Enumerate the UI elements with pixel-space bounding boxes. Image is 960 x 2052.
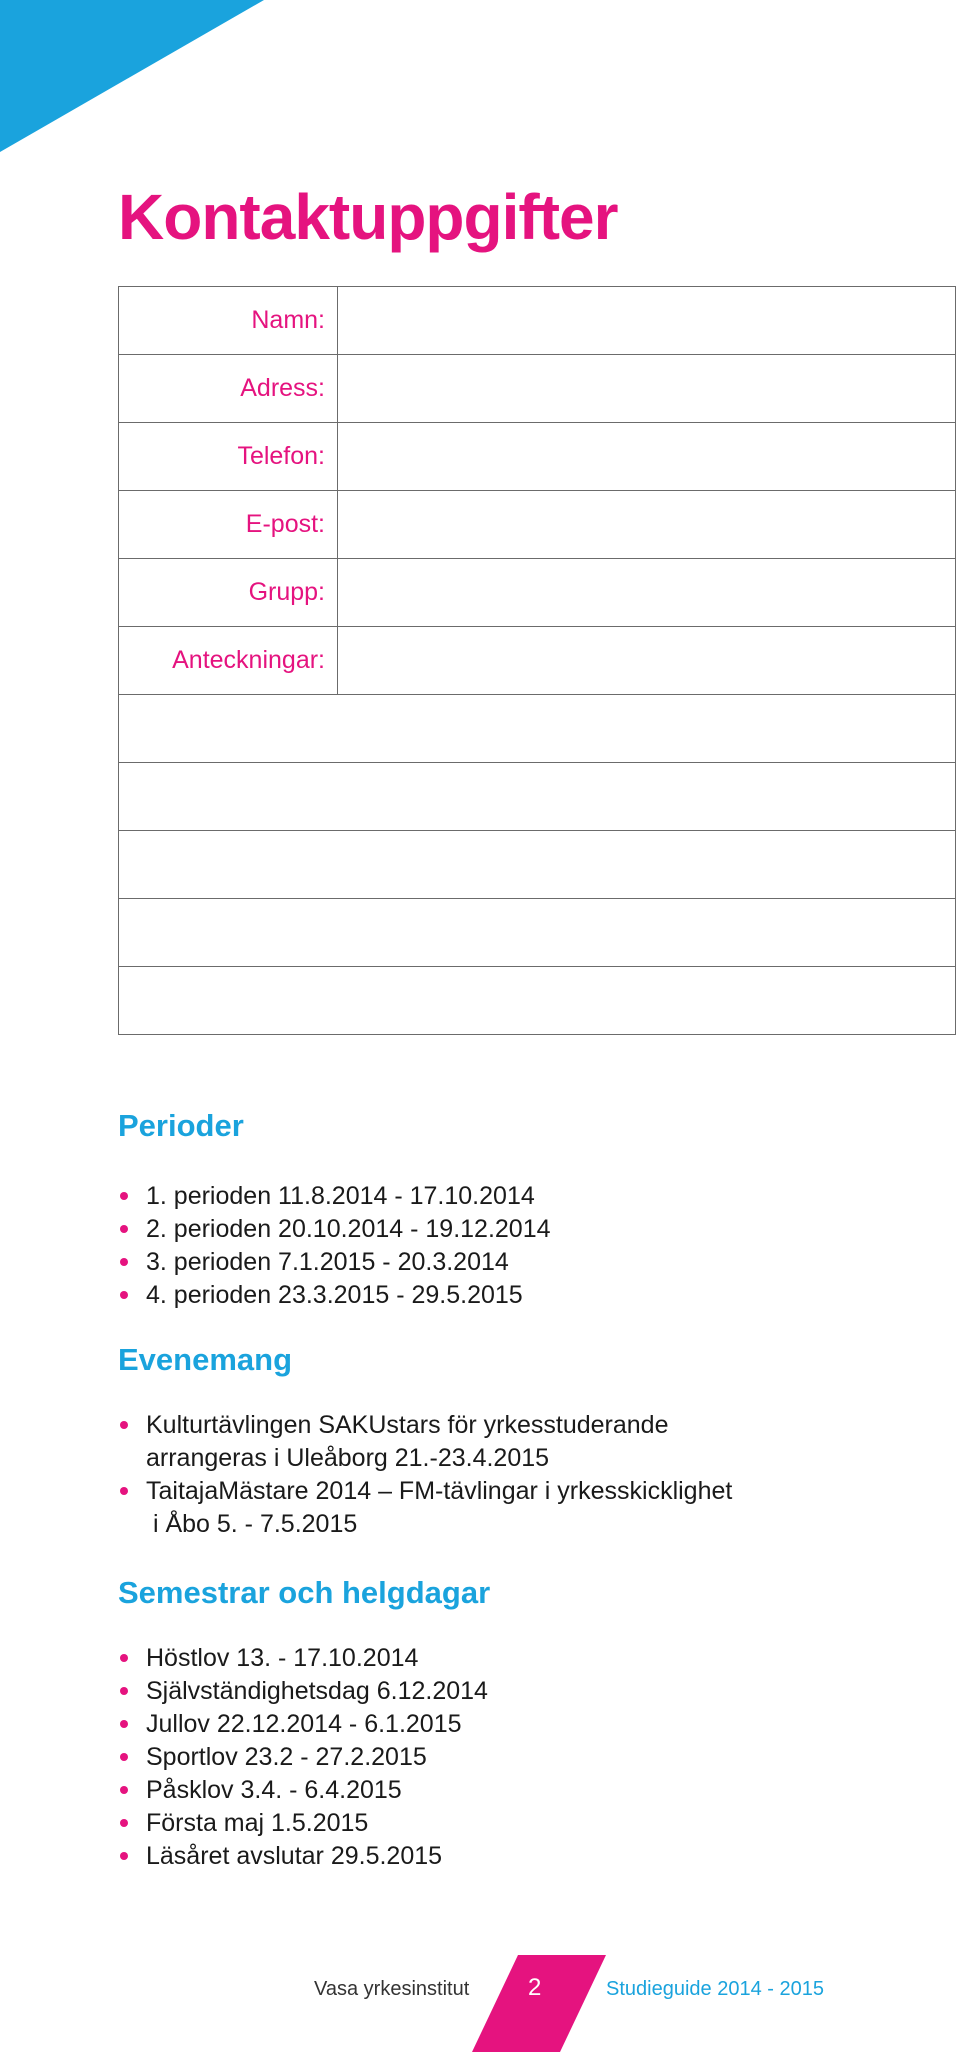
contact-row-name (119, 287, 956, 355)
notes-line[interactable] (119, 899, 956, 967)
list-item: Första maj 1.5.2015 (118, 1807, 488, 1840)
evenemang-list (118, 1409, 732, 1541)
footer-guide-title: Studieguide 2014 - 2015 (606, 1978, 824, 2000)
evenemang-heading: Evenemang (118, 1342, 293, 1377)
contact-row-notes (119, 627, 956, 695)
notes-line[interactable] (119, 763, 956, 831)
contact-row-group (119, 559, 956, 627)
contact-row-email (119, 491, 956, 559)
list-item-line: TaitajaMästare 2014 – FM-tävlingar i yrkesskicklighet (146, 1477, 733, 1505)
list-item: Påsklov 3.4. - 6.4.2015 (118, 1774, 488, 1807)
contact-label-email: E-post: (119, 491, 338, 559)
contact-field-phone[interactable] (338, 423, 956, 491)
perioder-heading: Perioder (118, 1108, 244, 1143)
contact-row-phone (119, 423, 956, 491)
footer-publisher: Vasa yrkesinstitut (314, 1978, 470, 2000)
contact-label-name: Namn: (119, 287, 338, 355)
contact-label-group: Grupp: (119, 559, 338, 627)
list-item: Höstlov 13. - 17.10.2014 (118, 1642, 488, 1675)
corner-decoration (0, 0, 264, 152)
list-item (118, 1475, 732, 1541)
contact-field-address[interactable] (338, 355, 956, 423)
contact-form-table (118, 286, 956, 1035)
list-item: Självständighetsdag 6.12.2014 (118, 1675, 488, 1708)
page-number: 2 (528, 1974, 542, 2001)
list-item: 1. perioden 11.8.2014 - 17.10.2014 (118, 1180, 551, 1213)
list-item-line: arrangeras i Uleåborg 21.-23.4.2015 (146, 1444, 550, 1472)
list-item: 4. perioden 23.3.2015 - 29.5.2015 (118, 1279, 551, 1312)
list-item: 3. perioden 7.1.2015 - 20.3.2014 (118, 1246, 551, 1279)
list-item (118, 1409, 732, 1475)
list-item: Jullov 22.12.2014 - 6.1.2015 (118, 1708, 488, 1741)
page-title: Kontaktuppgifter (118, 181, 618, 253)
list-item-line: i Åbo 5. - 7.5.2015 (146, 1510, 358, 1538)
notes-line[interactable] (119, 831, 956, 899)
list-item: Sportlov 23.2 - 27.2.2015 (118, 1741, 488, 1774)
semestrar-heading: Semestrar och helgdagar (118, 1575, 491, 1610)
contact-field-name[interactable] (338, 287, 956, 355)
list-item: Läsåret avslutar 29.5.2015 (118, 1840, 488, 1873)
notes-line[interactable] (119, 967, 956, 1035)
semestrar-list (118, 1642, 488, 1873)
list-item: 2. perioden 20.10.2014 - 19.12.2014 (118, 1213, 551, 1246)
list-item-line: Kulturtävlingen SAKUstars för yrkesstuderande (146, 1411, 669, 1439)
notes-line[interactable] (119, 695, 956, 763)
contact-row-address (119, 355, 956, 423)
page-number-parallelogram (472, 1955, 606, 2052)
contact-label-address: Adress: (119, 355, 338, 423)
contact-label-phone: Telefon: (119, 423, 338, 491)
contact-label-notes: Anteckningar: (119, 627, 338, 695)
contact-field-email[interactable] (338, 491, 956, 559)
perioder-list (118, 1180, 551, 1312)
contact-field-notes[interactable] (338, 627, 956, 695)
contact-field-group[interactable] (338, 559, 956, 627)
